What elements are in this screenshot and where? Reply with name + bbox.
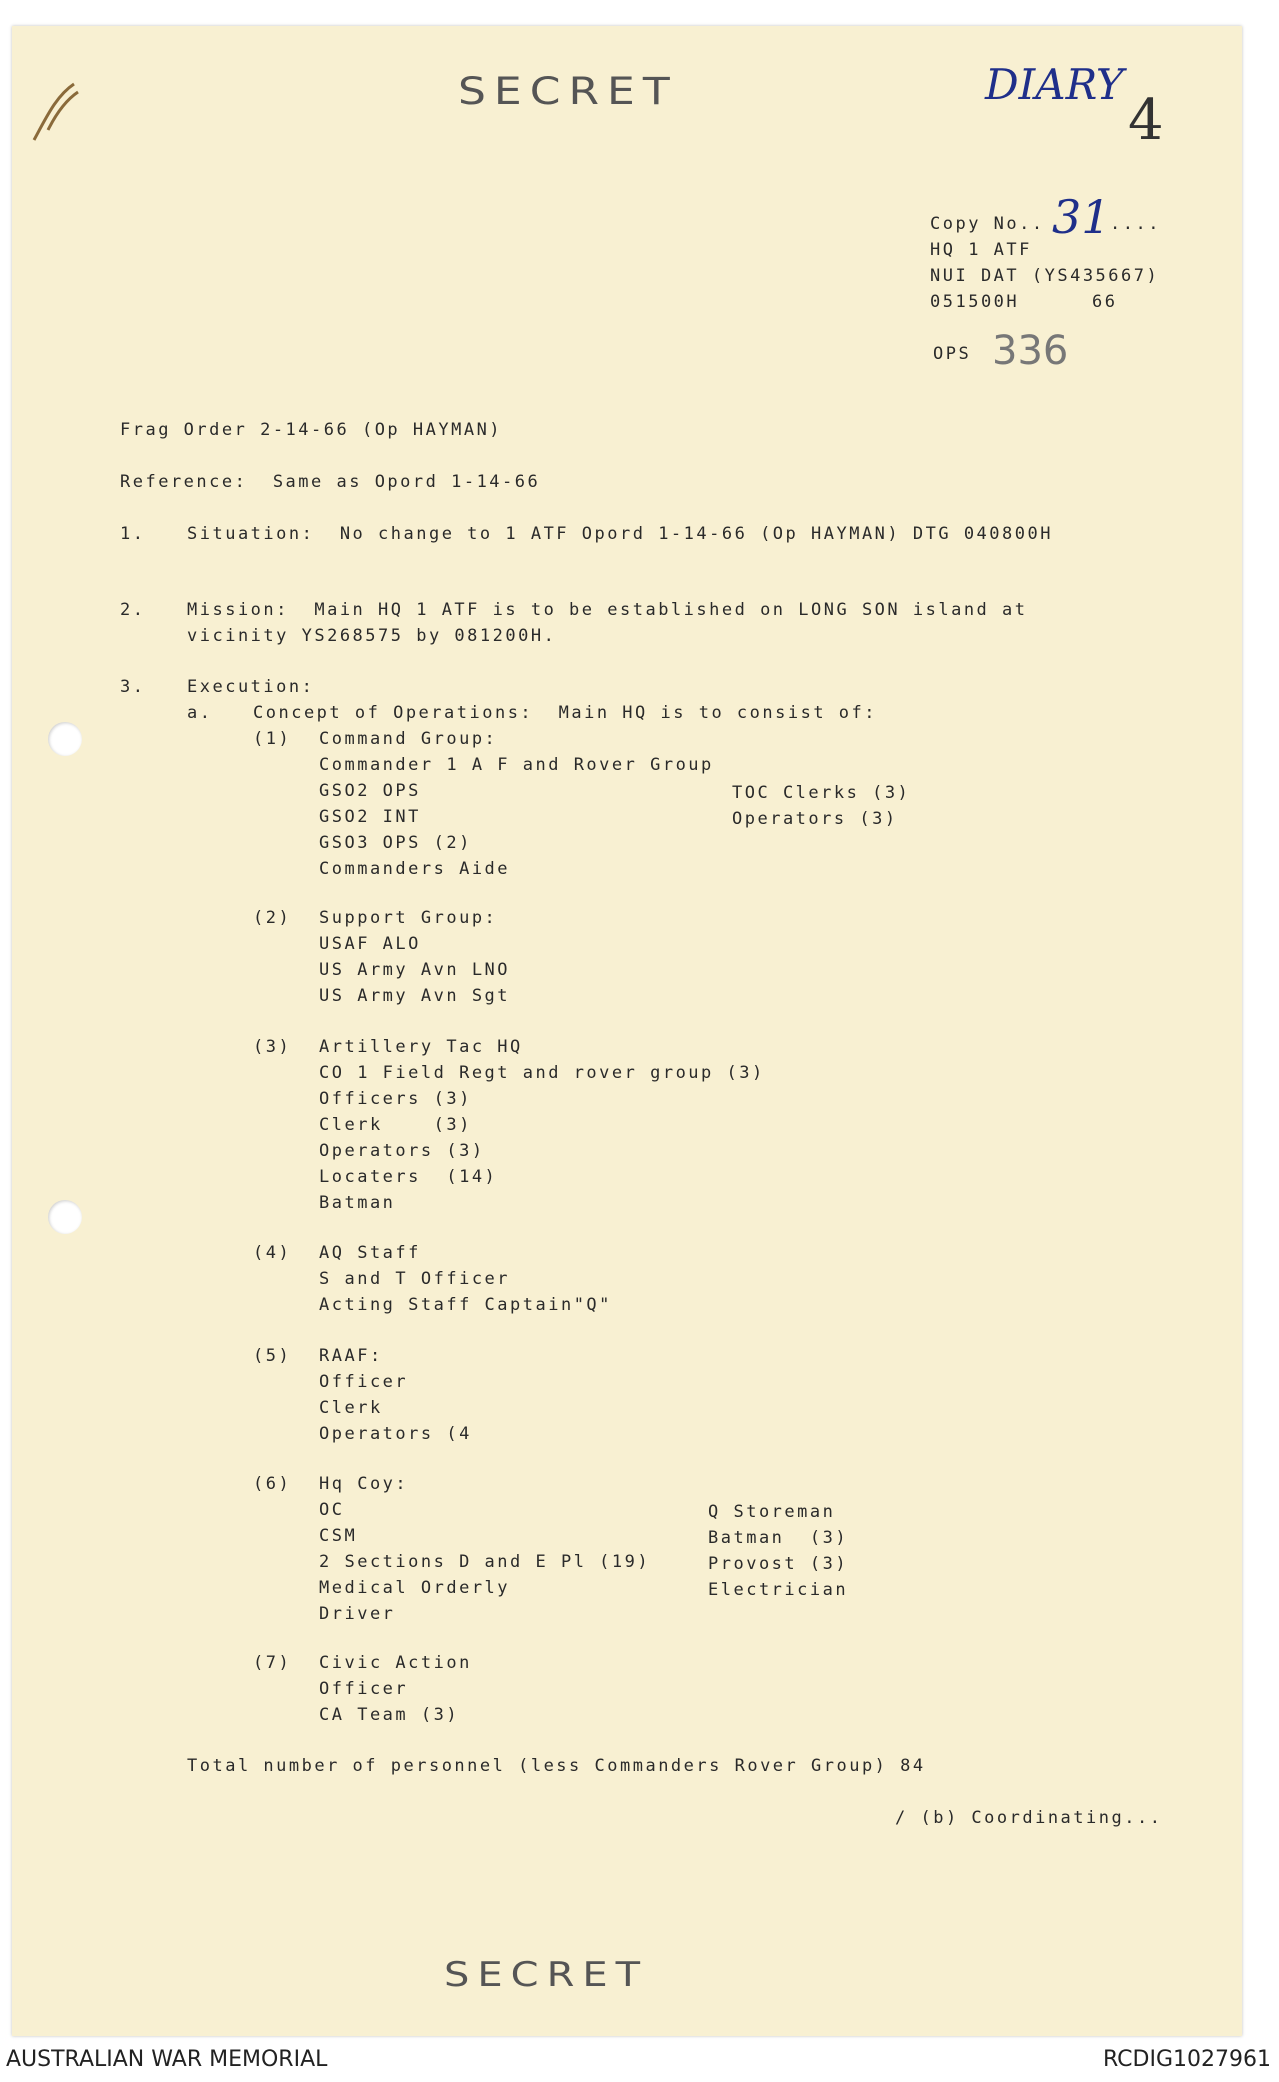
group-item: Driver	[319, 1604, 396, 1624]
group-item: OC	[319, 1500, 345, 1520]
month-label: 66	[1092, 292, 1118, 312]
reference-line: Reference: Same as Opord 1-14-66	[120, 472, 541, 492]
group-item-right: Q Storeman	[708, 1502, 836, 1522]
group-title: Civic Action	[319, 1653, 472, 1673]
group-item: Commander 1 A F and Rover Group	[319, 755, 714, 775]
location-label: NUI DAT (YS435667)	[930, 266, 1160, 286]
para3a-text: Concept of Operations: Main HQ is to consist of:	[253, 703, 878, 723]
group-item: Commanders Aide	[319, 859, 511, 879]
group-item: US Army Avn Sgt	[319, 986, 511, 1006]
handwritten-page-number: 4	[1128, 88, 1164, 153]
group-item: Medical Orderly	[319, 1578, 511, 1598]
security-stamp-bottom: SECRET	[444, 1955, 649, 1995]
group-item-right: Provost (3)	[708, 1554, 849, 1574]
group-title: Hq Coy:	[319, 1474, 409, 1494]
para2-line2: vicinity YS268575 by 081200H.	[187, 626, 557, 646]
group-item: Clerk (3)	[319, 1115, 472, 1135]
hq-label: HQ 1 ATF	[930, 240, 1032, 260]
archive-credit: AUSTRALIAN WAR MEMORIAL	[6, 2047, 328, 2072]
group-item-right: Batman (3)	[708, 1528, 849, 1548]
group-item: CSM	[319, 1526, 358, 1546]
group-title: Support Group:	[319, 908, 498, 928]
group-title: Artillery Tac HQ	[319, 1037, 523, 1057]
para3-heading: Execution:	[187, 677, 315, 697]
punch-hole-top	[48, 722, 82, 756]
group-item: US Army Avn LNO	[319, 960, 511, 980]
group-item: Acting Staff Captain"Q"	[319, 1295, 612, 1315]
group-item: S and T Officer	[319, 1269, 511, 1289]
frag-order-title: Frag Order 2-14-66 (Op HAYMAN)	[120, 420, 503, 440]
group-item: Locaters (14)	[319, 1167, 498, 1187]
para1-text: Situation: No change to 1 ATF Opord 1-14-66 (Op HAYMAN) DTG 040800H	[187, 524, 1053, 544]
para2-line1: Mission: Main HQ 1 ATF is to be established on LONG SON island at	[187, 600, 1028, 620]
group-item: GSO2 OPS	[319, 781, 421, 801]
group-item: CA Team (3)	[319, 1705, 460, 1725]
group-title: Command Group:	[319, 729, 498, 749]
continued-marker: / (b) Coordinating...	[895, 1808, 1163, 1828]
group-number: (7)	[253, 1653, 292, 1673]
para3a-letter: a.	[187, 703, 213, 723]
group-number: (3)	[253, 1037, 292, 1057]
dtg-label: 051500H	[930, 292, 1020, 312]
security-stamp-top: SECRET	[458, 69, 678, 114]
paperclip-icon	[26, 78, 86, 148]
copy-number: 31	[1052, 190, 1111, 244]
ops-number: 336	[992, 328, 1069, 374]
group-item-right: TOC Clerks (3)	[732, 783, 911, 803]
group-item: Officer	[319, 1679, 409, 1699]
group-item: Clerk	[319, 1398, 383, 1418]
group-item: 2 Sections D and E Pl (19)	[319, 1552, 651, 1572]
total-personnel: Total number of personnel (less Commanders Rover Group) 84	[187, 1756, 926, 1776]
group-item-right: Electrician	[708, 1580, 849, 1600]
group-number: (2)	[253, 908, 292, 928]
group-item: Batman	[319, 1193, 396, 1213]
group-number: (6)	[253, 1474, 292, 1494]
group-title: AQ Staff	[319, 1243, 421, 1263]
group-item: Operators (4	[319, 1424, 472, 1444]
group-item-right: Operators (3)	[732, 809, 898, 829]
punch-hole-bottom	[48, 1200, 82, 1234]
copy-dots: ....	[1110, 214, 1161, 234]
group-item: Officers (3)	[319, 1089, 472, 1109]
group-title: RAAF:	[319, 1346, 383, 1366]
group-item: CO 1 Field Regt and rover group (3)	[319, 1063, 765, 1083]
archive-reference: RCDIG1027961	[1102, 2047, 1271, 2072]
group-item: Operators (3)	[319, 1141, 485, 1161]
group-item: USAF ALO	[319, 934, 421, 954]
group-item: GSO3 OPS (2)	[319, 833, 472, 853]
group-number: (4)	[253, 1243, 292, 1263]
group-number: (5)	[253, 1346, 292, 1366]
group-item: GSO2 INT	[319, 807, 421, 827]
group-item: Officer	[319, 1372, 409, 1392]
para3-number: 3.	[120, 677, 146, 697]
copy-label: Copy No..	[930, 214, 1045, 234]
para1-number: 1.	[120, 524, 146, 544]
handwritten-diary-label: DIARY	[985, 60, 1124, 109]
group-number: (1)	[253, 729, 292, 749]
para2-number: 2.	[120, 600, 146, 620]
ops-label: OPS	[933, 344, 972, 364]
